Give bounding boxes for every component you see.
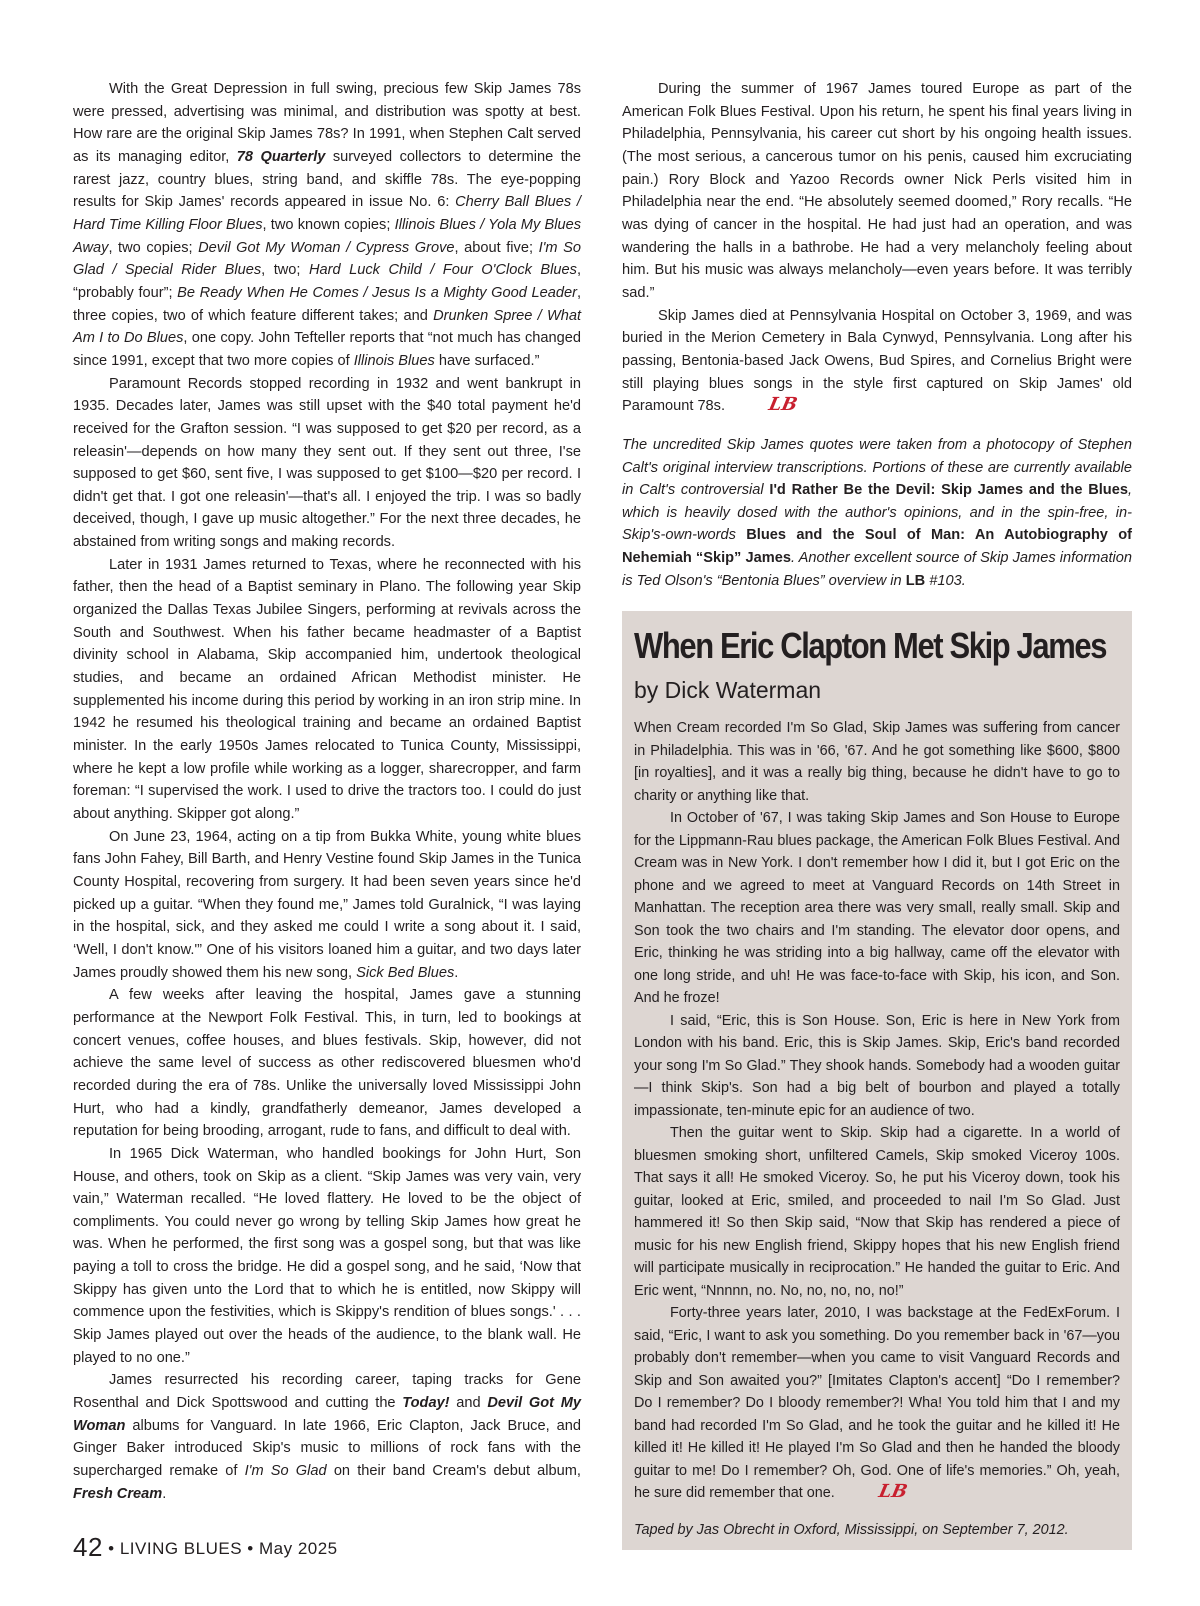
footer-separator: • (108, 1539, 115, 1558)
magazine-name: LIVING BLUES (119, 1539, 243, 1558)
body-paragraph: Skip James died at Pennsylvania Hospital on October 3, 1969, and was buried in the Merion Cemetery in Bala Cynwyd, Pennsylvania. Long after his passing, Bentonia-based Jack Owens, Bud Spires, and Cornelius Bright were still playing blues songs in the style first captured on Skip James' old Paramount 78s. LB (622, 307, 1132, 416)
page-number: 42 (73, 1532, 103, 1562)
sidebar-paragraph: Then the guitar went to Skip. Skip had a cigarette. In a world of bluesmen smoking short, unfiltered Camels, Skip smoked Viceroy 100s. That says it all! He smoked Viceroy. So, he put his Viceroy down, took his guitar, looked at Eric, smiled, and proceeded to nail I'm So Glad. Just hammered it! So then Skip said, “Now that Skip has rendered a piece of music for his new English friend, Skippy hopes that his new English friend will participate musically in reciprocation.” He handed the guitar to Eric. And Eric went, “Nnnnn, no. No, no, no, no, no!” (634, 1125, 1120, 1299)
sidebar-paragraph: In October of '67, I was taking Skip James and Son House to Europe for the Lippmann-Rau blues package, the American Folk Blues Festival. And Cream was in New York. I don't remember how I did it, but I got Eric on the phone and we agreed to meet at Vanguard Records on 14th Street in Manhattan. The reception area there was very small, really small. Skip and Son took the two chairs and I'm standing. The elevator door opens, and Eric, thinking he was striding into a big hallway, came off the elevator with one long stride, and uh! He was face-to-face with Skip, his icon, and Son. And he froze! (634, 810, 1120, 1006)
issue-date: May 2025 (258, 1539, 338, 1558)
body-paragraph: Paramount Records stopped recording in 1932 and went bankrupt in 1935. Decades later, James was still upset with the $40 total payment he'd received for the Grafton session. “I was supposed to get $20 per record, as a releasin'—depends on how many they sent out. If they sent out three, I'se supposed to get $60, sent five, I was supposed to get $100—$20 per record. I didn't get that. I got one releasin'—that's all. I enjoyed the trip. I was so badly deceived, though, I gave up music altogether.” For the next three decades, he abstained from writing songs and making records. (73, 375, 581, 551)
footer-separator: • (247, 1539, 254, 1558)
body-paragraph: James resurrected his recording career, taping tracks for Gene Rosenthal and Dick Spottswood and cutting the Today! and Devil Got My Woman albums for Vanguard. In late 1966, Eric Clapton, Jack Bruce, and Ginger Baker introduced Skip's music to millions of rock fans with the supercharged remake of I'm So Glad on their band Cream's debut album, Fresh Cream. (73, 1372, 581, 1502)
note-paragraph: The uncredited Skip James quotes were taken from a photocopy of Stephen Calt's original interview transcriptions. Portions of these are currently available in Calt's controversial I'd Rather Be the Devil: Skip James and the Blues, which is heavily dosed with the author's opinions, and in the spin-free, in-Skip's-own-words Blues and the Soul of Man: An Autobiography of Nehemiah “Skip” James. Another excellent source of Skip James information is Ted Olson's “Bentonia Blues” overview in LB #103. (622, 436, 1133, 589)
body-paragraph: With the Great Depression in full swing, precious few Skip James 78s were pressed, advertising was minimal, and distribution was spotty at best. How rare are the original Skip James 78s? In 1991, when Stephen Calt served as its managing editor, 78 Quarterly surveyed collectors to determine the rarest jazz, country blues, string band, and skiffle 78s. The eye-popping results for Skip James' records appeared in issue No. 6: Cherry Ball Blues / Hard Time Killing Floor Blues, two known copies; Illinois Blues / Yola My Blues Away, two copies; Devil Got My Woman / Cypress Grove, about five; I'm So Glad / Special Rider Blues, two; Hard Luck Child / Four O'Clock Blues, “probably four”; Be Ready When He Comes / Jesus Is a Mighty Good Leader, three copies, two of which feature different takes; and Drunken Spree / What Am I to Do Blues, one copy. John Tefteller reports that “not much has changed since 1991, except that two more copies of Illinois Blues have surfaced.” (73, 81, 582, 369)
sources-note (622, 434, 1132, 593)
sidebar-title: When Eric Clapton Met Skip James (634, 625, 1107, 666)
body-paragraph: During the summer of 1967 James toured Europe as part of the American Folk Blues Festival. Upon his return, he spent his final years living in Philadelphia, Pennsylvania, his career cut short by his ongoing health issues. (The most serious, a cancerous tumor on his penis, caused him excruciating pain.) Rory Block and Yazoo Records owner Nick Perls visited him in Philadelphia near the end. “He absolutely seemed doomed,” Rory recalls. “He was dying of cancer in the hospital. He had just had an operation, and was wandering the halls in a bathrobe. He had a very melancholy feeling about him. But his music was always melancholy—even years before. It was terribly sad.” (622, 81, 1132, 301)
left-column (73, 78, 581, 1505)
sidebar-paragraph: I said, “Eric, this is Son House. Son, Eric is here in New York from London with his band. Eric, this is Skip James. Skip, Eric's band recorded your song I'm So Glad.” They shook hands. Somebody had a wooden guitar—I think Skip's. Son had a big belt of bourbon and played a totally impassionate, ten-minute epic for an audience of two. (634, 1012, 1120, 1119)
sidebar-paragraph: Forty-three years later, 2010, I was backstage at the FedExForum. I said, “Eric, I want to ask you something. Do you remember back in '67—you probably don't remember—when you came to visit Vanguard Records and Skip and Son awaited you?” [Imitates Clapton's accent] “Do I remember? Do I remember? Do I bloody remember?! Wha! You told him that I and my band had recorded I'm So Glad, and he took the guitar and he killed it! He killed it! He killed it! He played I'm So Glad and then he handed the bloody guitar to me! Do I remember? Oh, God. One of life's memories.” Oh, yeah, he sure did remember that one. LB (634, 1305, 1120, 1502)
body-paragraph: Later in 1931 James returned to Texas, where he reconnected with his father, then the head of a Baptist seminary in Plano. The following year Skip organized the Dallas Texas Jubilee Singers, performing at revivals across the South and Southwest. When his father became headmaster of a Baptist divinity school in Alabama, Skip accompanied him, undertook theological studies, and became an ordained African Methodist minister. He supplemented his income during this period by working in an iron strip mine. In 1942 he resumed his theological training and became an ordained Baptist minister. In the early 1950s James relocated to Tunica County, Mississippi, where he kept a low profile while working as a logger, sharecropper, and farm foreman: “I supervised the work. I used to drive the tractors too. I could do just about anything. Skipper got along.” (73, 556, 581, 822)
sidebar-paragraph: When Cream recorded I'm So Glad, Skip James was suffering from cancer in Philadelphia. This was in '66, '67. And he got something like $600, $800 [in royalties], and it was a really big thing, because he didn't have to go to charity or anything like that. (634, 720, 1120, 804)
sidebar-box (622, 611, 1132, 1550)
sidebar-credit: Taped by Jas Obrecht in Oxford, Mississippi, on September 7, 2012. (634, 1521, 1069, 1538)
lb-signature-logo: LB (766, 394, 800, 416)
right-column (622, 78, 1132, 592)
body-paragraph: In 1965 Dick Waterman, who handled bookings for John Hurt, Son House, and others, took on Skip as a client. “Skip James was very vain, very vain,” Waterman recalled. “He loved flattery. He loved to be the object of compliments. You could never go wrong by telling Skip James how great he was. When he performed, the first song was a gospel song, but that was like paying a toll to cross the bridge. He did a gospel song, and he said, ‘Now that Skippy has given unto the Lord that to which he is entitled, now Skippy will commence upon the festivities, which is Skippy's rendition of blues songs.' . . . Skip James played out over the heads of the audience, to the blank wall. He played to no one.” (73, 1145, 581, 1366)
lb-signature-logo: LB (876, 1481, 909, 1502)
body-paragraph: A few weeks after leaving the hospital, James gave a stunning performance at the Newport Folk Festival. This, in turn, led to bookings at concert venues, coffee houses, and blues festivals. Skip, however, did not achieve the same level of success as other rediscovered bluesmen who'd recorded during the era of 78s. Unlike the universally loved Mississippi John Hurt, who had a kindly, grandfatherly demeanor, James developed a reputation for being brooding, arrogant, rude to fans, and difficult to deal with. (73, 987, 581, 1140)
sidebar-byline: by Dick Waterman (634, 677, 822, 703)
page-footer (73, 1532, 338, 1563)
body-paragraph: On June 23, 1964, acting on a tip from Bukka White, young white blues fans John Fahey, Bill Barth, and Henry Vestine found Skip James in the Tunica County Hospital, recovering from surgery. It had been seven years since he'd picked up a guitar. “When they found me,” James told Guralnick, “I was laying in the hospital, sick, and they asked me could I write a song about it. I said, ‘Well, I don't know.'” One of his visitors loaned him a guitar, and two days later James proudly showed them his new song, Sick Bed Blues. (73, 828, 581, 981)
